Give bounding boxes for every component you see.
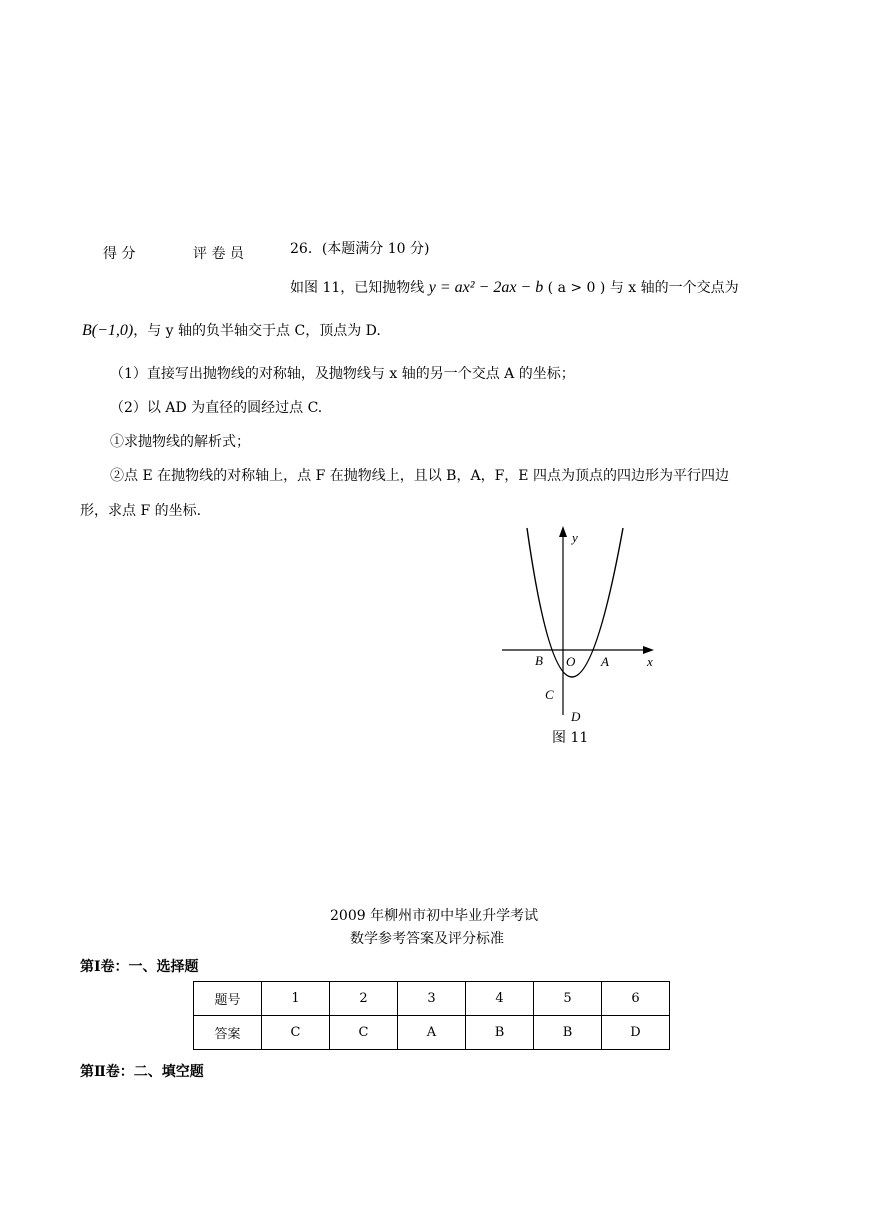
answers-title-1: 2009 年柳州市初中毕业升学考试 [330, 908, 539, 924]
problem-heading [290, 238, 429, 258]
row-header-number: 题号 [194, 982, 262, 1016]
section-1-heading: 第Ⅰ卷：一、选择题 [80, 959, 199, 975]
table-cell: 1 [262, 982, 330, 1016]
question-1: （1）直接写出抛物线的对称轴，及抛物线与 x 轴的另一个交点 A 的坐标； [110, 366, 575, 382]
section-2-heading: 第Ⅱ卷：二、填空题 [80, 1064, 204, 1080]
label-C: C [545, 687, 554, 702]
label-B: B [535, 653, 543, 668]
row-header-answer: 答案 [194, 1016, 262, 1050]
answer-table [193, 981, 670, 1050]
label-O: O [566, 654, 576, 669]
score-label: 得 分 [103, 246, 136, 262]
table-cell: 5 [534, 982, 602, 1016]
problem-line2 [82, 320, 381, 340]
question-2b-line2: 形，求点 F 的坐标. [80, 503, 202, 519]
table-cell: A [398, 1016, 466, 1050]
table-cell: C [330, 1016, 398, 1050]
condition: ( a > 0 ) [547, 280, 606, 296]
question-2a: ①求抛物线的解析式； [110, 434, 250, 450]
question-2: （2）以 AD 为直径的圆经过点 C. [110, 400, 323, 416]
y-axis-arrow [559, 526, 567, 537]
table-cell: 6 [602, 982, 670, 1016]
table-cell: 3 [398, 982, 466, 1016]
parabola-equation: y = ax² − 2ax − b [428, 279, 544, 296]
line2-text: ，与 y 轴的负半轴交于点 C，顶点为 D. [133, 323, 381, 339]
figure-caption: 图 11 [552, 730, 589, 746]
table-row [194, 1016, 670, 1050]
label-A: A [601, 654, 609, 669]
table-cell: C [262, 1016, 330, 1050]
answers-title-2: 数学参考答案及评分标准 [350, 931, 504, 947]
problem-number: 26． [290, 241, 322, 257]
table-cell: B [466, 1016, 534, 1050]
label-y: y [572, 530, 578, 545]
x-axis-arrow [643, 646, 654, 654]
label-D: D [571, 709, 581, 724]
point-B: B(−1,0) [82, 322, 134, 339]
grader-label: 评 卷 员 [193, 246, 244, 262]
problem-points: (本题满分 10 分) [321, 241, 430, 257]
table-cell: B [534, 1016, 602, 1050]
table-cell: D [602, 1016, 670, 1050]
table-cell: 2 [330, 982, 398, 1016]
intro-prefix: 如图 11，已知抛物线 [290, 280, 425, 296]
intro-suffix: 与 x 轴的一个交点为 [609, 280, 739, 296]
question-2b-line1: ②点 E 在抛物线的对称轴上，点 F 在抛物线上，且以 B，A，F，E 四点为顶点的四边形为平行四边 [110, 468, 729, 484]
label-x: x [647, 654, 653, 669]
table-row [194, 982, 670, 1016]
figure-11 [490, 520, 670, 750]
table-cell: 4 [466, 982, 534, 1016]
problem-intro [290, 277, 739, 297]
